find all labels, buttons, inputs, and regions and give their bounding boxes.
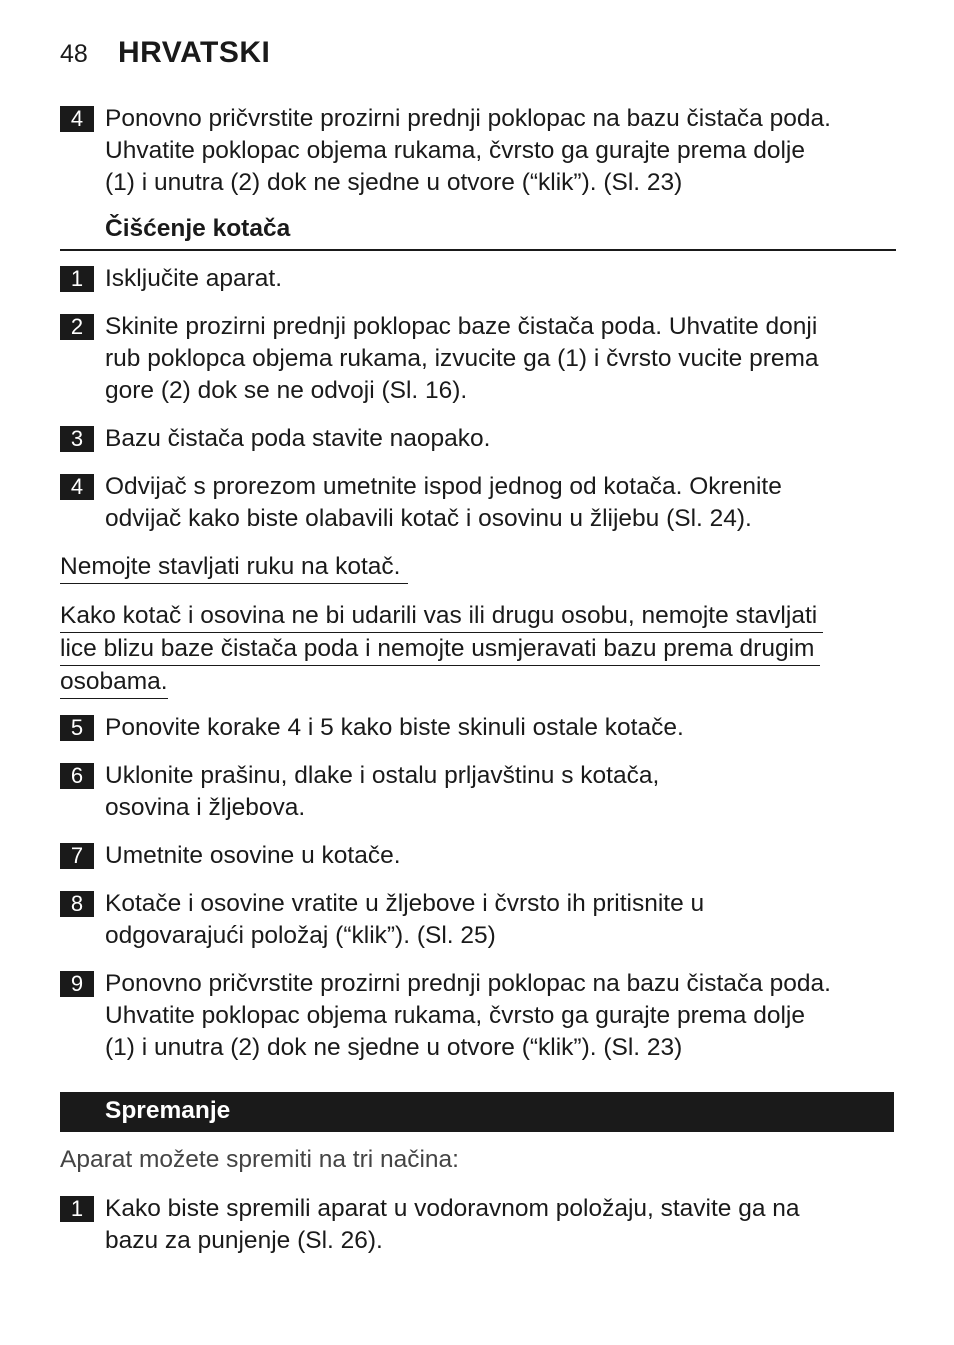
step-line: Umetnite osovine u kotače. bbox=[105, 842, 401, 869]
step-text bbox=[105, 311, 819, 407]
step-line: Kako biste spremili aparat u vodoravnom položaju, stavite ga na bbox=[105, 1195, 800, 1222]
language-header: HRVATSKI bbox=[118, 36, 271, 69]
step-number-badge: 6 bbox=[60, 763, 94, 789]
section-heading-storage: Spremanje bbox=[105, 1097, 231, 1124]
step-line: Ponovno pričvrstite prozirni prednji poklopac na bazu čistača poda. bbox=[105, 970, 831, 997]
step-line: Ponovite korake 4 i 5 kako biste skinuli ostale kotače. bbox=[105, 714, 684, 741]
warning-line: osobama. bbox=[60, 666, 168, 699]
step-line: odvijač kako biste olabavili kotač i osovinu u žlijebu (Sl. 24). bbox=[105, 505, 752, 532]
step-number-badge: 4 bbox=[60, 106, 94, 132]
warning-note bbox=[60, 600, 823, 699]
step-line: bazu za punjenje (Sl. 26). bbox=[105, 1227, 383, 1254]
step-number-badge: 3 bbox=[60, 426, 94, 452]
step-number-badge: 9 bbox=[60, 971, 94, 997]
step-line: (1) i unutra (2) dok ne sjedne u otvore (“klik”). (Sl. 23) bbox=[105, 169, 683, 196]
step-line: osovina i žljebova. bbox=[105, 794, 306, 821]
step-line: gore (2) dok se ne odvoji (Sl. 16). bbox=[105, 377, 468, 404]
step-line: Ponovno pričvrstite prozirni prednji poklopac na bazu čistača poda. bbox=[105, 105, 831, 132]
step-number-badge: 7 bbox=[60, 843, 94, 869]
step-line: Isključite aparat. bbox=[105, 265, 283, 292]
step-text bbox=[105, 712, 684, 744]
step-text bbox=[105, 263, 282, 295]
step-number-badge: 8 bbox=[60, 891, 94, 917]
step-line: rub poklopca objema rukama, izvucite ga (1) i čvrsto vucite prema bbox=[105, 345, 819, 372]
step-number-badge: 5 bbox=[60, 715, 94, 741]
step-line: Skinite prozirni prednji poklopac baze čistača poda. Uhvatite donji bbox=[105, 313, 818, 340]
step-number-badge: 1 bbox=[60, 1196, 94, 1222]
warning-note bbox=[60, 551, 408, 584]
step-line: (1) i unutra (2) dok ne sjedne u otvore (“klik”). (Sl. 23) bbox=[105, 1034, 683, 1061]
step-text bbox=[105, 840, 401, 872]
step-text bbox=[105, 423, 490, 455]
step-text bbox=[105, 888, 704, 952]
step-line: odgovarajući položaj (“klik”). (Sl. 25) bbox=[105, 922, 496, 949]
step-text bbox=[105, 760, 659, 824]
step-text bbox=[105, 471, 782, 535]
step-text bbox=[105, 1193, 800, 1257]
storage-intro: Aparat možete spremiti na tri načina: bbox=[60, 1146, 459, 1173]
step-line: Uklonite prašinu, dlake i ostalu prljavštinu s kotača, bbox=[105, 762, 660, 789]
step-number-badge: 4 bbox=[60, 474, 94, 500]
warning-line: Nemojte stavljati ruku na kotač. bbox=[60, 551, 408, 584]
section-heading-wheel-cleaning: Čišćenje kotača bbox=[105, 215, 291, 242]
warning-line: lice blizu baze čistača poda i nemojte usmjeravati bazu prema drugim bbox=[60, 633, 820, 666]
page-number: 48 bbox=[60, 40, 88, 68]
section-heading-bar-storage bbox=[60, 1092, 894, 1132]
step-number-badge: 1 bbox=[60, 266, 94, 292]
step-text bbox=[105, 968, 831, 1064]
step-number-badge: 2 bbox=[60, 314, 94, 340]
step-line: Uhvatite poklopac objema rukama, čvrsto ga gurajte prema dolje bbox=[105, 137, 805, 164]
step-line: Odvijač s prorezom umetnite ispod jednog od kotača. Okrenite bbox=[105, 473, 782, 500]
step-line: Bazu čistača poda stavite naopako. bbox=[105, 425, 491, 452]
warning-line: Kako kotač i osovina ne bi udarili vas ili drugu osobu, nemojte stavljati bbox=[60, 600, 823, 633]
step-line: Kotače i osovine vratite u žljebove i čvrsto ih pritisnite u bbox=[105, 890, 705, 917]
section-divider bbox=[60, 249, 896, 251]
step-line: Uhvatite poklopac objema rukama, čvrsto ga gurajte prema dolje bbox=[105, 1002, 805, 1029]
step-text bbox=[105, 103, 831, 199]
